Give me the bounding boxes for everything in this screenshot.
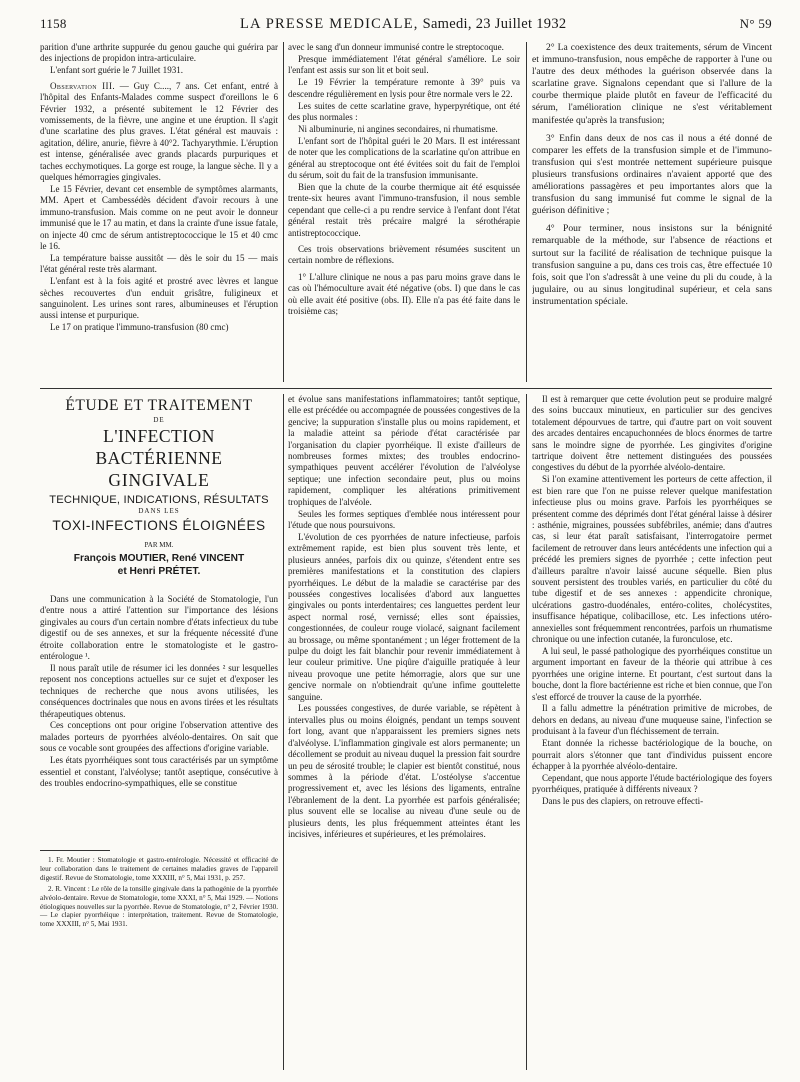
page-number: 1158 [40, 16, 67, 31]
paragraph: parition d'une arthrite suppurée du genou gauche qui guérira par des injections de propidon intra-articulaire. [40, 42, 278, 64]
paragraph: 2° La coexistence des deux traitements, sérum de Vincent et immuno-transfusion, nous empêche de rapporter à l'une ou l'autre des deux méthodes la guérison observée dans la scarlatine grave. Signalons cependant que si l'allure de la courbe thermique plaide plutôt en faveur de l'efficacité du sérum, l'amélioration clinique ne s'est véritablement manifestée qu'après la transfusion; [532, 42, 772, 126]
article-title-line2: L'INFECTION BACTÉRIENNE [95, 426, 223, 468]
paragraph: Les suites de cette scarlatine grave, hyperpyrétique, ont été des plus normales : [288, 100, 520, 122]
footnote-rule [40, 850, 110, 851]
paragraph: L'enfant est à la fois agité et prostré avec lèvres et langue sèches recouvertes d'un enduit grisâtre, fuligineux et sanguinolent. Les urines sont rares, albumineuses et l'éruption aussi intense et purpurique. [40, 276, 278, 321]
article-title-de: DE [153, 416, 165, 424]
paragraph: Bien que la chute de la courbe thermique ait été esquissée trente-six heures avant l'immuno-transfusion, il nous semble cependant que celle-ci a pu rendre service à l'enfant dont l'état général restait très précaire malgré la sérothérapie antistreptococcique. [288, 181, 520, 238]
journal-title: LA PRESSE MEDICALE, [239, 15, 419, 32]
paragraph: Ni albuminurie, ni angines secondaires, ni rhumatisme. [298, 123, 498, 134]
column-divider [526, 394, 527, 1070]
article-column-3 [532, 394, 772, 1072]
paragraph: Les poussées congestives, de durée variable, se répètent à intervalles plus ou moins éloignés, pendant un temps souvent fort long, avant que n'apparaissent les premiers signes nets d'alvéolyse. L'inflammation gingivale est alors permanente; un décollement se produit au niveau duquel la pression fait sourdre un peu de sérosité trouble; le clapier est bientôt constitué, nous sommes à la période d'état. L'ostéolyse s'accentue progressivement et, avec les lésions des ligaments, entraîne l'ébranlement de la dent. La pyorrhée est parfois généralisée; plus souvent elle se localise au niveau d'une seule ou de plusieurs dents, les plus fréquemment atteintes étant les incisives, inférieures et supérieures, et les prémolaires. [288, 703, 520, 839]
top-column-3 [532, 42, 772, 384]
article-par: PAR MM. [144, 541, 174, 549]
journal-masthead [240, 16, 566, 33]
paragraph: Ces trois observations brièvement résumées suscitent un certain nombre de réflexions. [288, 243, 520, 266]
paragraph: 3° Enfin dans deux de nos cas il nous a été donné de comparer les effets de la transfusion simple et de l'immuno-transfusion qui s'est montrée nettement supérieure puisque plusieurs transfusions ordinaires n'avaient apporté que des améliorations passagères et peu importantes alors que la transfusion du sang immunisé fut comme le signal de la guérison définitive ; [532, 132, 772, 217]
article-title-block [40, 396, 278, 578]
paragraph: 4° Pour terminer, nous insistons sur la bénignité remarquable de la méthode, sur l'absence de réactions et surtout sur la facilité de réalisation de technique puisque la transfusion sanguine a pu, dans ces trois cas, être effectuée 10 fois, soit que l'on s'adressât à une veine du pli du coude, à la jugulaire, ou au sinus longitudinal supérieur, et cela sans instrumentation spéciale. [532, 223, 772, 307]
paragraph: A lui seul, le passé pathologique des pyorrhéiques constitue un argument important en faveur de la théorie qui attribue à ces pyorrhées une origine interne. Et pourtant, c'est surtout dans la bouche, dont la flore bactérienne est riche et bien connue, que l'on s'est efforcé de trouver la cause de la pyorrhée. [532, 645, 772, 702]
observation-label: Observation III. [50, 80, 116, 91]
paragraph: 1° L'allure clinique ne nous a pas paru moins grave dans le cas où l'hémoculture avait été négative (obs. I) que dans le cas où elle avait été positive (obs. II). Elle n'a pas été faite dans le troisième cas; [288, 271, 520, 316]
article-title-line3: GINGIVALE [108, 470, 210, 490]
article-title-line1: ÉTUDE ET TRAITEMENT [65, 397, 253, 414]
article-column-2 [288, 394, 520, 1072]
paragraph: Le 19 Février la température remonte à 39° puis va descendre régulièrement en lysis pour être normale vers le 22. [288, 77, 520, 99]
article-subtitle-dans: DANS LES [138, 507, 180, 515]
article-column-1 [40, 594, 278, 840]
article-subtitle-line2: TOXI-INFECTIONS ÉLOIGNÉES [52, 518, 266, 533]
paragraph: Observation III. — Guy C...., 7 ans. Cet enfant, entré à l'hôpital des Enfants-Malades comme suspect d'oreillons le 6 Février 1932, a présenté subitement le 12 Février des vomissements, de la fièvre, une angine et une éruption. Il s'agit d'une scarlatine des plus graves. L'état général est mauvais : agitation, délire, anurie, fièvre à 40°2. Tachyarythmie. L'éruption est intense, généralisée avec grands placards purpuriques et taches ecchymotiques. La gorge est rouge, la langue sèche. Il y a quelques hémorragies gingivales. [40, 80, 278, 182]
paragraph: Il nous paraît utile de résumer ici les données ² sur lesquelles reposent nos conceptions actuelles sur ce sujet et d'exposer les techniques de recherche que nous avons utilisées, les conséquences doctrinales que nous en avons tirées et les résultats thérapeutiques obtenus. [40, 662, 278, 719]
issue-date: Samedi, 23 Juillet 1932 [422, 15, 567, 32]
paragraph: Seules les formes septiques d'emblée nous intéressent pour l'étude que nous poursuivons. [288, 508, 520, 530]
footnote: 1. Fr. Moutier : Stomatologie et gastro-entérologie. Nécessité et efficacité de leur collaboration dans le traitement de certaines maladies graves de l'appareil digestif. Revue de Stomatologie, tome XXXIII, n° 5, Mai 1931, p. 257. [40, 856, 278, 882]
footnotes [40, 856, 278, 976]
article-subtitle-line1: TECHNIQUE, INDICATIONS, RÉSULTATS [49, 494, 269, 506]
top-column-1 [40, 42, 278, 384]
paragraph: Les états pyorrhéiques sont tous caractérisés par un symptôme essentiel et constant, l'alvéolyse; tantôt aseptique, consécutive à des troubles endocrino-sympathiques, elle se constitue [40, 755, 278, 788]
paragraph: Ces conceptions ont pour origine l'observation attentive des malades porteurs de pyorrhées alvéolo-dentaires. On sait que sous ce vocable sont groupées des affections d'origine variable. [40, 720, 278, 754]
column-divider [283, 42, 284, 382]
newspaper-page [40, 12, 772, 1074]
issue-number: N° 59 [739, 16, 772, 31]
paragraph: Dans une communication à la Société de Stomatologie, l'un d'entre nous a attiré l'attention sur l'importance des lésions gingivales au cours d'un certain nombre d'états infectieux du tube digestif ou de ses annexes, et sur la fréquente nécessité d'une étroite collaboration entre le stomatologiste et le gastro-entérologue ¹. [40, 594, 278, 662]
paragraph: et évolue sans manifestations inflammatoires; tantôt septique, elle est précédée ou accompagnée de poussées congestives de la gencive; la suppuration s'installe plus ou moins rapidement, et la maladie atteint sa période d'état caractérisée par l'organisation du clapier pyorrhéique. Il existe d'ailleurs de nombreuses formes mixtes; des troubles endocrino-sympathiques peuvent accélérer l'évolution de l'alvéolyse septique; une infection secondaire peut, plus ou moins rapidement, compliquer les altérations primitivement trophiques de l'alvéole. [288, 394, 520, 507]
paragraph: L'enfant sort guérie le 7 Juillet 1931. [50, 65, 184, 76]
page-header [40, 12, 772, 36]
paragraph: Si l'on examine attentivement les porteurs de cette affection, il est bien rare que l'on ne puisse relever quelque manifestation infectieuse plus ou moins grave. Parfois les pyorrhéiques se présentent comme des déprimés dont l'état général laisse à désirer : asthénie, migraines, poussées subfébriles, anémie; dans d'autres cas, si leur état paraît satisfaisant, l'interrogatoire permet facilement de retrouver dans leurs antécédents une infection qui a précédé les premiers signes de pyorrhée ; cette infection peut d'ailleurs paraître n'avoir laissé aucune séquelle. Bien plus souvent persistent des troubles variés, en particulier du côté du tube digestif et de ses annexes : appendicite chronique, ulcérations gastro-duodénales, entéro-colites, cholécystites, insuffisance hépatique, colibacillose, etc. Les infections utéro-annexielles sont fréquemment rencontrées, parfois un rhumatisme chronique ou une infection cutanée, la furonculose, etc. [532, 474, 772, 645]
paragraph: avec le sang d'un donneur immunisé contre le streptocoque. [288, 42, 504, 52]
column-divider [283, 394, 284, 1070]
article-authors-line1: François MOUTIER, René VINCENT [73, 553, 245, 564]
paragraph: Etant donnée la richesse bactériologique de la bouche, on pourrait alors s'étonner que tant d'individus puissent encore échapper à la pyorrhée alvéolo-dentaire. [532, 738, 772, 771]
paragraph: Il a fallu admettre la pénétration primitive de microbes, de dehors en dedans, au niveau d'une muqueuse saine, l'infection se produisant à la faveur d'un fléchissement de terrain. [532, 703, 772, 737]
top-column-2 [288, 42, 520, 384]
paragraph: La température baisse aussitôt — dès le soir du 15 — mais l'état général reste très alarmant. [40, 252, 278, 275]
column-divider [526, 42, 527, 382]
paragraph: Il est à remarquer que cette évolution peut se produire malgré des soins buccaux minutieux, en particulier sur des gencives totalement dépourvues de tartre, qui d'autre part on voit souvent des arcades dentaires encapuchonnées de blocs énormes de tartre sans le moindre signe de pyorrhée. Les gingivites d'origine tartrique doivent être nettement distinguées des poussées congestives du début de la pyorrhée alvéolo-dentaire. [532, 394, 772, 473]
article-authors-line2: et Henri PRÉTET. [117, 566, 201, 577]
paragraph: Le 17 on pratique l'immuno-transfusion (80 cmc) [50, 322, 229, 333]
paragraph: Presque immédiatement l'état général s'améliore. Le soir l'enfant est assis sur son lit et boit seul. [288, 53, 520, 76]
paragraph: L'évolution de ces pyorrhées de nature infectieuse, parfois extrêmement rapide, est bien plus souvent très lente, et plusieurs années, parfois dix ou quinze, s'étendent entre ses premières manifestations et la constitution des clapiers pyorrhéiques. Le début de la maladie se caractérise par des poussées congestives localisées d'abord aux languettes gingivales ou ponts interdentaires; ces languettes perdent leur aspect normal rosé, vernissé; elles sont épaissies, congestionnées, de couleur rouge violacé, saignant facilement au brossage, ou même spontanément ; un léger frottement de la pulpe du doigt les fait blanchir pour revenir immédiatement à leur couleur primitive. Une piqûre d'aiguille pratiquée à leur niveau provoque une petite hémorragie, alors que sur une gencive normale on n'obtiendrait qu'une infime gouttelette sanguine. [288, 531, 520, 702]
paragraph: Le 15 Février, devant cet ensemble de symptômes alarmants, MM. Apert et Cambessédès décident d'avoir recours à une immuno-transfusion. Mais comme on ne peut avoir le donneur immunisé que le 17 au matin, et dans la crainte d'une issue fatale, on injecte 40 cmc de sérum antistreptococcique le 15 et 40 cmc le 16. [40, 183, 278, 251]
section-divider [40, 388, 772, 389]
paragraph: Dans le pus des clapiers, on retrouve effecti- [542, 796, 704, 807]
paragraph: L'enfant sort de l'hôpital guéri le 20 Mars. Il est intéressant de noter que les complications de la scarlatine qu'on attribue en général au streptocoque ont été évitées soit du fait de l'emploi du sérum, soit du fait de la transfusion immunisante. [288, 135, 520, 180]
footnote: 2. R. Vincent : Le rôle de la tonsille gingivale dans la pathogénie de la pyorrhée alvéolo-dentaire. Revue de Stomatologie, tome XXXI, n° 5, Mai 1929. — Notions étiologiques nouvelles sur la pyorrhée. Revue de Stomatologie, n° 2, Février 1930. — Le clapier pyorrhéique : interprétation, traitement. Revue de Stomatologie, tome XXXIII, n° 5, Mai 1931. [40, 884, 278, 929]
paragraph: Cependant, que nous apporte l'étude bactériologique des foyers pyorrhéiques, pratiquée à différents niveaux ? [532, 772, 772, 795]
